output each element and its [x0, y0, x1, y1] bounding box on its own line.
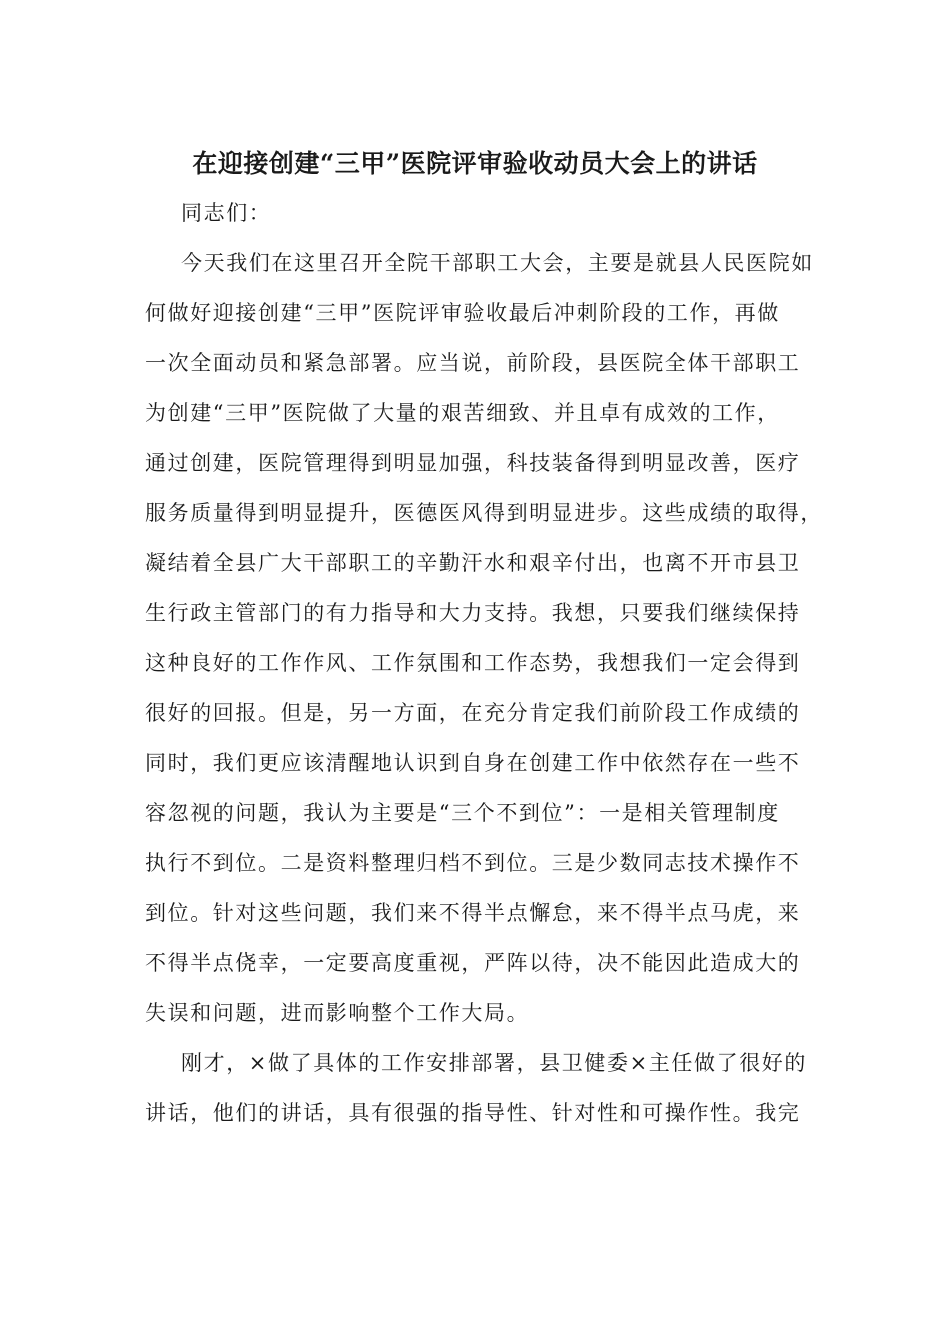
paragraph-line: 不得半点侥幸，一定要高度重视，严阵以待，决不能因此造成大的	[145, 951, 801, 975]
paragraph-line: 讲话，他们的讲话，具有很强的指导性、针对性和可操作性。我完	[145, 1101, 801, 1125]
paragraph-2	[145, 1038, 825, 1138]
paragraph-line: 很好的回报。但是，另一方面，在充分肯定我们前阶段工作成绩的	[145, 701, 801, 725]
paragraph-line: 生行政主管部门的有力指导和大力支持。我想，只要我们继续保持	[145, 601, 801, 625]
paragraph-1	[145, 238, 825, 1038]
paragraph-line: 何做好迎接创建“三甲”医院评审验收最后冲刺阶段的工作，再做	[145, 301, 780, 325]
paragraph-line: 为创建“三甲”医院做了大量的艰苦细致、并且卓有成效的工作，	[145, 401, 780, 425]
paragraph-line: 凝结着全县广大干部职工的辛勤汗水和艰辛付出，也离不开市县卫	[145, 551, 801, 575]
document-body	[145, 188, 825, 1138]
paragraph-line: 服务质量得到明显提升，医德医风得到明显进步。这些成绩的取得，	[145, 501, 823, 525]
document-title: 在迎接创建“三甲”医院评审验收动员大会上的讲话	[192, 149, 758, 178]
paragraph-line: 到位。针对这些问题，我们来不得半点懈怠，来不得半点马虎，来	[145, 901, 801, 925]
salutation: 同志们：	[181, 201, 272, 225]
paragraph-line: 这种良好的工作作风、工作氛围和工作态势，我想我们一定会得到	[145, 651, 801, 675]
paragraph-line: 执行不到位。二是资料整理归档不到位。三是少数同志技术操作不	[145, 851, 801, 875]
paragraph-line: 容忽视的问题，我认为主要是“三个不到位”：一是相关管理制度	[145, 801, 780, 825]
paragraph-line: 同时，我们更应该清醒地认识到自身在创建工作中依然存在一些不	[145, 751, 801, 775]
paragraph-line: 刚才，×做了具体的工作安排部署，县卫健委×主任做了很好的	[181, 1051, 807, 1075]
paragraph-line: 一次全面动员和紧急部署。应当说，前阶段，县医院全体干部职工	[145, 351, 801, 375]
paragraph-line: 今天我们在这里召开全院干部职工大会，主要是就县人民医院如	[181, 251, 814, 275]
paragraph-line: 通过创建，医院管理得到明显加强，科技装备得到明显改善，医疗	[145, 451, 801, 475]
paragraph-line: 失误和问题，进而影响整个工作大局。	[145, 1001, 530, 1025]
